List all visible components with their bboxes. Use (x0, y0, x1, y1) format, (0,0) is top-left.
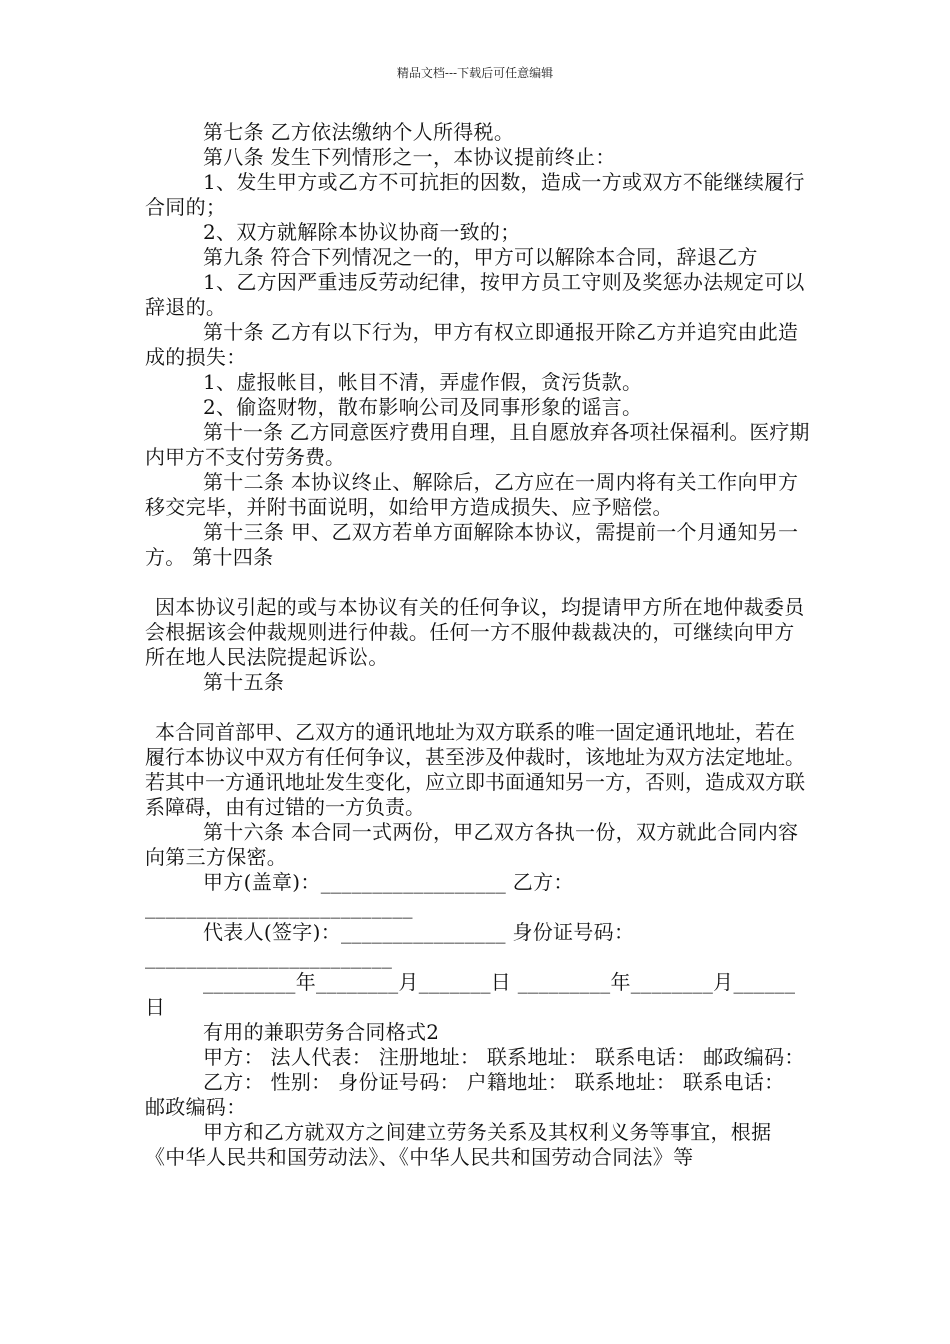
clause-10: 第十条 乙方有以下行为，甲方有权立即通报开除乙方并追究由此造成的损失： (145, 320, 799, 369)
clause-10-item-1: 1、虚报帐目，帐目不清，弄虚作假，贪污货款。 (203, 370, 643, 394)
clause-10-item-2: 2、偷盗财物，散布影响公司及同事形象的谣言。 (203, 395, 643, 419)
document-body (145, 120, 810, 1170)
paragraph-gap (145, 570, 810, 595)
clause-12: 第十二条 本协议终止、解除后，乙方应在一周内将有关工作向甲方移交完毕，并附书面说明，如给甲方造成损失、应予赔偿。 (145, 470, 799, 519)
party-b-info: 乙方： 性别： 身份证号码： 户籍地址： 联系地址： 联系电话： 邮政编码： (145, 1070, 785, 1119)
page-header: 精品文档---下载后可任意编辑 (396, 66, 554, 80)
clause-11: 第十一条 乙方同意医疗费用自理，且自愿放弃各项社保福利。医疗期内甲方不支付劳务费。 (145, 420, 810, 469)
preamble: 甲方和乙方就双方之间建立劳务关系及其权利义务等事宜，根据《中华人民共和国劳动法》、《中华人民共和国劳动合同法》等 (145, 1120, 772, 1169)
clause-15-text: 本合同首部甲、乙双方的通讯地址为双方联系的唯一固定通讯地址，若在履行本协议中双方有任何争议，甚至涉及仲裁时，该地址为双方法定地址。若其中一方通讯地址发生变化，应立即书面通知另一方，否则，造成双方联系障碍，由有过错的一方负责。 (145, 720, 805, 819)
clause-16: 第十六条 本合同一式两份，甲乙双方各执一份，双方就此合同内容向第三方保密。 (145, 820, 799, 869)
signature-party-line: 甲方(盖章)：__________________ 乙方：__________________________ (145, 870, 574, 919)
clause-8-item-2: 2、双方就解除本协议协商一致的； (203, 220, 521, 244)
clause-13: 第十三条 甲、乙双方若单方面解除本协议，需提前一个月通知另一方。 第十四条 (145, 520, 799, 569)
clause-14-text: 因本协议引起的或与本协议有关的任何争议，均提请甲方所在地仲裁委员会根据该会仲裁规则进行仲裁。任何一方不服仲裁裁决的，可继续向甲方所在地人民法院提起诉讼。 (145, 595, 805, 669)
clause-15-heading: 第十五条 (203, 670, 285, 694)
paragraph-gap (145, 695, 810, 720)
party-a-info: 甲方： 法人代表： 注册地址： 联系地址： 联系电话： 邮政编码： (203, 1045, 805, 1069)
clause-9-item-1: 1、乙方因严重违反劳动纪律，按甲方员工守则及奖惩办法规定可以辞退的。 (145, 270, 805, 319)
clause-7: 第七条 乙方依法缴纳个人所得税。 (203, 120, 515, 144)
signature-representative-line: 代表人(签字)：________________ 身份证号码：________________________ (145, 920, 635, 969)
section-title: 有用的兼职劳务合同格式2 (203, 1020, 440, 1044)
clause-8: 第八条 发生下列情形之一，本协议提前终止： (203, 145, 616, 169)
clause-9: 第九条 符合下列情况之一的，甲方可以解除本合同，辞退乙方 (203, 245, 758, 269)
signature-date-line: _________年________月_______日 _________年________月______日 (145, 970, 796, 1019)
clause-8-item-1: 1、发生甲方或乙方不可抗拒的因数，造成一方或双方不能继续履行合同的； (145, 170, 805, 219)
